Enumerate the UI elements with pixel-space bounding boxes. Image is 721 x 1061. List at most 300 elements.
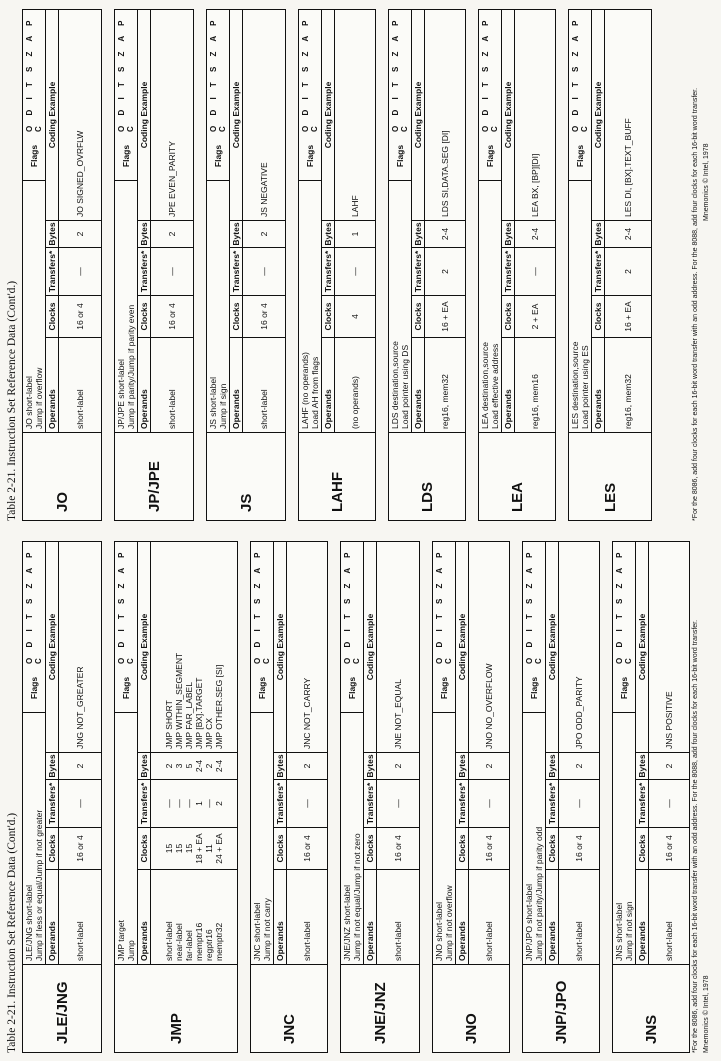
operands-header: Operands — [636, 869, 648, 964]
description-line: Load AH from flags — [310, 356, 320, 429]
bytes-header: Bytes — [636, 752, 648, 779]
description-row — [479, 10, 502, 432]
table-row — [559, 542, 599, 964]
clocks-header: Clocks — [46, 827, 58, 869]
description-row — [341, 542, 364, 964]
table-row — [287, 542, 327, 964]
header-row — [46, 542, 59, 964]
table-row — [59, 10, 101, 432]
cell-value: 15 — [164, 843, 174, 854]
flags-string: O D I T S Z A P C — [615, 548, 633, 664]
bytes-cell — [151, 220, 193, 247]
cell-value: far-label — [184, 930, 194, 961]
clocks-cell — [605, 295, 651, 337]
cell-value: 16 or 4 — [664, 835, 674, 862]
right-footnote: *For the 8086, add four clocks for each 16-bit word transfer with an odd address. For the 8088, add four clocks for each 16-bit word transfer. — [692, 87, 699, 521]
clocks-header: Clocks — [230, 295, 242, 337]
cell-value: 16 or 4 — [484, 835, 494, 862]
description-line: JMP target — [116, 920, 126, 961]
table-row — [151, 10, 193, 432]
operand-cell — [377, 869, 419, 964]
cell-value: short-label — [75, 921, 85, 961]
flags-string: O D I T S Z A P C — [301, 16, 319, 132]
bytes-cell — [243, 220, 285, 247]
description-row — [23, 542, 46, 964]
clocks-cell — [425, 295, 465, 337]
cell-value: JPO ODD_PARITY — [574, 676, 584, 749]
header-row — [502, 10, 515, 432]
cell-value: — — [184, 799, 194, 808]
flags-string: O D I T S Z A P C — [117, 16, 135, 132]
cell-value: 16 or 4 — [75, 835, 85, 862]
operands-header: Operands — [138, 869, 150, 964]
instruction-body — [23, 10, 101, 432]
flags-label: Flags — [29, 676, 39, 700]
cell-value: (no operands) — [350, 376, 360, 429]
description-row — [569, 10, 592, 432]
flags-cell — [569, 10, 591, 180]
clocks-cell — [515, 295, 555, 337]
cell-value: LDS SI,DATA.SEG [DI] — [440, 130, 450, 217]
left-footnote: *For the 8086, add four clocks for each 16-bit word transfer with an odd address. For the 8088, add four clocks for each 16-bit word transfer. — [692, 619, 699, 1053]
table-row — [243, 10, 285, 432]
instruction-body — [389, 10, 465, 432]
bytes-cell — [605, 220, 651, 247]
description-row — [207, 10, 230, 432]
bytes-cell — [469, 752, 509, 779]
clocks-header: Clocks — [274, 827, 286, 869]
transfers-cell — [151, 247, 193, 295]
operands-header: Operands — [46, 869, 58, 964]
flags-cell — [115, 10, 137, 180]
left-table-title: Table 2-21. Instruction Set Reference Data (Cont'd.) — [6, 812, 18, 1053]
cell-value: — — [204, 799, 214, 808]
instruction-block-les — [568, 9, 652, 521]
operand-cell — [287, 869, 327, 964]
operand-cell — [605, 337, 651, 432]
operands-header: Operands — [502, 337, 514, 432]
description-line: Load effective address — [490, 343, 500, 429]
cell-value: 16 or 4 — [259, 303, 269, 330]
cell-value: 16 or 4 — [302, 835, 312, 862]
instruction-block-lahf — [298, 9, 376, 521]
instruction-block-lds — [388, 9, 466, 521]
instruction-description — [433, 712, 455, 964]
cell-value: — — [664, 799, 674, 808]
mnemonic: JS — [207, 432, 285, 520]
cell-value: short-label — [259, 389, 269, 429]
cell-value: 15 — [174, 843, 184, 854]
flags-string: O D I T S Z A P C — [525, 548, 543, 664]
operand-cell — [515, 337, 555, 432]
instruction-body — [433, 542, 509, 964]
cell-value: 3 — [174, 763, 184, 769]
cell-value: LAHF — [350, 195, 360, 217]
bytes-header: Bytes — [412, 220, 424, 247]
coding-example-header: Coding Example — [47, 613, 57, 681]
clocks-cell — [469, 827, 509, 869]
table-row — [649, 542, 689, 964]
cell-value: 2 + EA — [530, 303, 540, 330]
flags-cell — [433, 542, 455, 712]
cell-value: 2 — [75, 231, 85, 237]
coding-example-cell — [243, 10, 285, 220]
transfers-cell — [59, 247, 101, 295]
transfers-cell — [469, 779, 509, 827]
description-row — [523, 542, 546, 964]
mnemonic: LDS — [389, 432, 465, 520]
cell-value: short-label — [302, 921, 312, 961]
bytes-header: Bytes — [274, 752, 286, 779]
bytes-header: Bytes — [322, 220, 334, 247]
cell-value: 16 or 4 — [75, 303, 85, 330]
instruction-body — [115, 10, 193, 432]
bytes-header: Bytes — [138, 752, 150, 779]
description-line: JNE/JNZ short-label — [342, 884, 352, 961]
mnemonic: LAHF — [299, 432, 375, 520]
transfers-header: Transfers* — [412, 247, 424, 295]
description-row — [389, 10, 412, 432]
operand-cell — [59, 869, 101, 964]
instruction-description — [479, 180, 501, 432]
bytes-cell — [59, 220, 101, 247]
clocks-header: Clocks — [364, 827, 376, 869]
instruction-body — [523, 542, 599, 964]
instruction-description — [23, 180, 45, 432]
cell-value: 15 — [184, 843, 194, 854]
flags-cell — [389, 10, 411, 180]
mnemonic: LEA — [479, 432, 555, 520]
coding-example-cell — [151, 10, 193, 220]
operands-header: Operands — [592, 337, 604, 432]
cell-value: LES DI, [BX].TEXT_BUFF — [623, 118, 633, 217]
description-line: Jump if sign — [218, 383, 228, 429]
mnemonic: JLE/JNG — [23, 964, 101, 1052]
instruction-body — [569, 10, 651, 432]
transfers-header: Transfers* — [546, 779, 558, 827]
bytes-header: Bytes — [502, 220, 514, 247]
cell-value: JMP FAR_LABEL — [184, 682, 194, 749]
instruction-description — [341, 712, 363, 964]
description-row — [299, 10, 322, 432]
cell-value: 2-4 — [214, 759, 224, 773]
cell-value: JMP WITHIN_SEGMENT — [174, 652, 184, 749]
transfers-cell — [649, 779, 689, 827]
description-line: Jump if not carry — [262, 898, 272, 961]
transfers-cell — [425, 247, 465, 295]
clocks-header: Clocks — [456, 827, 468, 869]
transfers-cell — [559, 779, 599, 827]
cell-value: 2 — [664, 763, 674, 769]
table-row — [605, 10, 651, 432]
cell-value: JMP SHORT — [164, 700, 174, 749]
coding-example-cell — [469, 542, 509, 752]
bytes-header: Bytes — [592, 220, 604, 247]
cell-value: JS NEGATIVE — [259, 162, 269, 217]
coding-example-header: Coding Example — [47, 81, 57, 149]
cell-value: — — [259, 267, 269, 276]
flags-cell — [115, 542, 137, 712]
bytes-cell — [151, 752, 237, 779]
cell-value: 2 — [75, 763, 85, 769]
instruction-block-lea — [478, 9, 556, 521]
cell-value: — — [302, 799, 312, 808]
coding-example-cell — [515, 10, 555, 220]
coding-example-header: Coding Example — [139, 613, 149, 681]
instruction-block-jo — [22, 9, 102, 521]
header-row — [46, 10, 59, 432]
coding-example-cell — [287, 542, 327, 752]
instruction-block-jp-jpe — [114, 9, 194, 521]
operands-header: Operands — [546, 869, 558, 964]
coding-example-cell — [649, 542, 689, 752]
cell-value: — — [393, 799, 403, 808]
coding-example-header: Coding Example — [275, 613, 285, 681]
cell-value: 16 or 4 — [393, 835, 403, 862]
cell-value: short-label — [574, 921, 584, 961]
flags-string: O D I T S Z A P C — [391, 16, 409, 132]
coding-example-cell — [425, 10, 465, 220]
cell-value: 2 — [204, 763, 214, 769]
cell-value: 16 + EA — [440, 301, 450, 332]
header-row — [322, 10, 335, 432]
bytes-header: Bytes — [230, 220, 242, 247]
cell-value: 2 — [623, 269, 633, 274]
operands-header: Operands — [230, 337, 242, 432]
description-line: Jump — [126, 940, 136, 961]
description-line: JLE/JNG short-label — [24, 884, 34, 961]
clocks-cell — [559, 827, 599, 869]
bytes-cell — [59, 752, 101, 779]
mnemonic: JMP — [115, 964, 237, 1052]
instruction-block-jne-jnz — [340, 541, 420, 1053]
flags-string: O D I T S Z A P C — [481, 16, 499, 132]
cell-value: regptr16 — [204, 929, 214, 961]
instruction-description — [389, 180, 411, 432]
instruction-description — [251, 712, 273, 964]
bytes-cell — [335, 220, 375, 247]
cell-value: 2-4 — [194, 759, 204, 773]
instruction-block-jnc — [250, 541, 328, 1053]
coding-example-header: Coding Example — [365, 613, 375, 681]
clocks-header: Clocks — [412, 295, 424, 337]
transfers-cell — [151, 779, 237, 827]
description-row — [613, 542, 636, 964]
coding-example-cell — [151, 542, 237, 752]
table-row — [425, 10, 465, 432]
cell-value: JNS POSITIVE — [664, 691, 674, 749]
table-row — [515, 10, 555, 432]
cell-value: memptr16 — [194, 922, 204, 961]
operand-cell — [469, 869, 509, 964]
operand-cell — [335, 337, 375, 432]
instruction-description — [115, 180, 137, 432]
coding-example-header: Coding Example — [457, 613, 467, 681]
clocks-cell — [151, 827, 237, 869]
bytes-header: Bytes — [46, 220, 58, 247]
instruction-body — [479, 10, 555, 432]
coding-example-cell — [59, 542, 101, 752]
transfers-header: Transfers* — [592, 247, 604, 295]
description-line: Jump if not overflow — [444, 885, 454, 961]
cell-value: 2-4 — [440, 227, 450, 241]
cell-value: JNO NO_OVERFLOW — [484, 663, 494, 749]
description-line: LES destination,source — [570, 341, 580, 429]
flags-cell — [23, 542, 45, 712]
mnemonic: JNP/JPO — [523, 964, 599, 1052]
bytes-cell — [515, 220, 555, 247]
instruction-block-jno — [432, 541, 510, 1053]
instruction-body — [251, 542, 327, 964]
cell-value: 2 — [214, 801, 224, 806]
description-line: LDS destination,source — [390, 341, 400, 429]
flags-string: O D I T S Z A P C — [253, 548, 271, 664]
description-row — [23, 10, 46, 432]
flags-label: Flags — [121, 676, 131, 700]
cell-value: LEA BX, [BP][DI] — [530, 153, 540, 217]
description-line: JP/JPE short-label — [116, 359, 126, 429]
bytes-header: Bytes — [138, 220, 150, 247]
header-row — [412, 10, 425, 432]
cell-value: memptr32 — [214, 922, 224, 961]
cell-value: JNG NOT_GREATER — [75, 666, 85, 749]
coding-example-cell — [335, 10, 375, 220]
cell-value: 2 — [164, 763, 174, 769]
clocks-header: Clocks — [322, 295, 334, 337]
right-table-title: Table 2-21. Instruction Set Reference Data (Cont'd.) — [6, 280, 18, 521]
description-line: JO short-label — [24, 376, 34, 429]
description-line: Jump if not equal/Jump if not zero — [352, 833, 362, 961]
coding-example-cell — [59, 10, 101, 220]
flags-string: O D I T S Z A P C — [25, 548, 43, 664]
bytes-cell — [649, 752, 689, 779]
transfers-header: Transfers* — [138, 247, 150, 295]
clocks-cell — [377, 827, 419, 869]
transfers-cell — [515, 247, 555, 295]
description-line: LAHF (no operands) — [300, 351, 310, 429]
mnemonic: JNE/JNZ — [341, 964, 419, 1052]
cell-value: reg16, mem32 — [440, 374, 450, 429]
operand-cell — [151, 869, 237, 964]
transfers-header: Transfers* — [322, 247, 334, 295]
bytes-cell — [377, 752, 419, 779]
coding-example-header: Coding Example — [593, 81, 603, 149]
cell-value: 2-4 — [623, 227, 633, 241]
clocks-cell — [287, 827, 327, 869]
flags-label: Flags — [29, 144, 39, 168]
bytes-cell — [425, 220, 465, 247]
coding-example-header: Coding Example — [547, 613, 557, 681]
mnemonic: JNS — [613, 964, 689, 1052]
instruction-body — [207, 10, 285, 432]
instruction-description — [115, 712, 137, 964]
cell-value: short-label — [167, 389, 177, 429]
coding-example-header: Coding Example — [413, 81, 423, 149]
cell-value: — — [574, 799, 584, 808]
description-line: Jump if overflow — [34, 367, 44, 429]
flags-cell — [341, 542, 363, 712]
table-row — [469, 542, 509, 964]
mnemonic: JNC — [251, 964, 327, 1052]
transfers-header: Transfers* — [274, 779, 286, 827]
operands-header: Operands — [138, 337, 150, 432]
description-line: Load pointer using DS — [400, 344, 410, 429]
mnemonic: JNO — [433, 964, 509, 1052]
instruction-block-jmp — [114, 541, 238, 1053]
cell-value: 2 — [302, 763, 312, 769]
table-row — [59, 542, 101, 964]
clocks-cell — [151, 295, 193, 337]
instruction-description — [569, 180, 591, 432]
cell-value: — — [350, 267, 360, 276]
cell-value: JMP OTHER.SEG [SI] — [214, 664, 224, 749]
cell-value: near-label — [174, 923, 184, 961]
cell-value: 18 + EA — [194, 833, 204, 864]
left-copyright: Mnemonics © Intel, 1978 — [703, 975, 710, 1053]
operand-cell — [425, 337, 465, 432]
clocks-header: Clocks — [138, 827, 150, 869]
clocks-cell — [649, 827, 689, 869]
bytes-header: Bytes — [46, 752, 58, 779]
flags-label: Flags — [121, 144, 131, 168]
clocks-cell — [335, 295, 375, 337]
header-row — [636, 542, 649, 964]
bytes-cell — [559, 752, 599, 779]
operand-cell — [559, 869, 599, 964]
flags-label: Flags — [575, 144, 585, 168]
cell-value: JO SIGNED_OVRFLW — [75, 130, 85, 217]
header-row — [230, 10, 243, 432]
cell-value: 2 — [440, 269, 450, 274]
cell-value: 11 — [204, 844, 214, 853]
flags-label: Flags — [213, 144, 223, 168]
transfers-cell — [605, 247, 651, 295]
flags-label: Flags — [305, 144, 315, 168]
description-line: JNS short-label — [614, 902, 624, 961]
clocks-header: Clocks — [502, 295, 514, 337]
flags-cell — [23, 10, 45, 180]
mnemonic: LES — [569, 432, 651, 520]
clocks-cell — [59, 827, 101, 869]
operands-header: Operands — [322, 337, 334, 432]
operand-cell — [59, 337, 101, 432]
table-row — [377, 542, 419, 964]
cell-value: 2 — [484, 763, 494, 769]
instruction-block-jnp-jpo — [522, 541, 600, 1053]
instruction-block-js — [206, 9, 286, 521]
instruction-body — [613, 542, 689, 964]
cell-value: — — [174, 799, 184, 808]
description-line: Jump if not parity/Jump if parity odd — [534, 826, 544, 961]
cell-value: JMP [BX].TARGET — [194, 677, 204, 749]
flags-string: O D I T S Z A P C — [571, 16, 589, 132]
instruction-block-jle-jng — [22, 541, 102, 1053]
cell-value: 16 + EA — [623, 301, 633, 332]
flags-label: Flags — [529, 676, 539, 700]
flags-label: Flags — [395, 144, 405, 168]
header-row — [456, 542, 469, 964]
bytes-header: Bytes — [546, 752, 558, 779]
flags-cell — [523, 542, 545, 712]
description-line: Load pointer using ES — [580, 345, 590, 429]
cell-value: JNE NOT_EQUAL — [393, 679, 403, 749]
transfers-cell — [377, 779, 419, 827]
operands-header: Operands — [456, 869, 468, 964]
cell-value: 2 — [393, 763, 403, 769]
header-row — [592, 10, 605, 432]
transfers-header: Transfers* — [46, 247, 58, 295]
instruction-description — [207, 180, 229, 432]
